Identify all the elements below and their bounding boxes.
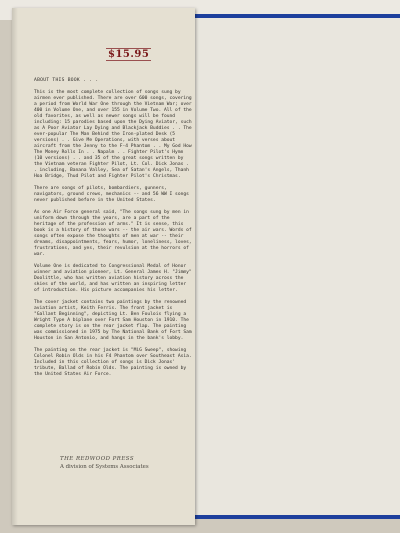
paragraph-rear-jacket: The painting on the rear jacket is "MiG Sweep", showing Colonel Robin Olds in his F4 Phantom over Southeast Asia. Included in this collection of songs is Dick Jonas' tribute, Ballad of Robin Olds. The painting is owned by the United States Air Force. [34, 348, 192, 377]
publisher-press: THE REDWOOD PRESS [60, 456, 135, 462]
book-cover [183, 14, 400, 519]
paragraph-cover-jacket: The cover jacket contains two paintings by the renowned aviation artist, Keith Ferris. The front jacket is "Gallant Beginning", depicting Lt. Ben Foulois flying a Wright Type A biplane over Fort Sam Houston in 1910. The complete story is on the rear jacket flap. The painting was commissioned in 1975 by The National Bank of Fort Sam Houston in San Antonio, and hangs in the bank's lobby. [34, 300, 192, 341]
publisher-division: A division of Systems Associates [60, 464, 149, 470]
publisher-block [60, 455, 170, 471]
paragraph-intro: This is the most complete collection of songs sung by airmen ever published. There are over 600 songs, covering a period from World War One through the Vietnam War; over 400 in Volume One, and over 155 in Volume Two. All of the old favorites, as well as newer songs will be found including: 15 parodies based upon the Dying Aviator, such as A Poor Aviator Lay Dying and Blackjack Buddies . . The ever-popular The Man Behind the Iron-plated Desk (5 versions) . . Give Me Operations, with verses about aircraft from the Jenny to the F-4 Phantom . . My God How The Money Rolls In . . Napalm . . Fighter Pilot's Hymn (10 versions) . . and 35 of the great songs written by the Vietnam veteran Fighter Pilot, Lt. Col. Dick Jonas . . including, Banana Valley, Sea of Satan's Angels, Thanh Hoa Bridge, Thud Pilot and Fighter Pilot's Christmas. [34, 90, 192, 179]
paragraph-heritage: As one Air Force general said, "The songs sung by men in uniform down through the years, are a part of the heritage of the profession of arms." It is sense, this book is a history of those wars -- the air wars. Words of songs often expose the thoughts of men at war -- their dreams, disappointments, fears, humor, loneliness, loves, frustrations, and yes, their revulsion at the horrors of war. [34, 210, 192, 257]
dust-jacket-flap [12, 8, 195, 525]
paragraph-dedication: Volume One is dedicated to Congressional Medal of Honor winner and aviation pioneer, Lt. General James H. "Jimmy" Doolittle, who has written aviation history across the skies of the world, and has written an inspiring letter of introduction. His picture accompanies his letter. [34, 264, 192, 293]
flap-heading: ABOUT THIS BOOK . . . [34, 78, 99, 83]
flap-text [34, 78, 194, 384]
paragraph-songs: There are songs of pilots, bombardiers, gunners, navigators, ground crews, mechanics -- and 56 WW I songs never published before in the United States. [34, 186, 189, 203]
price-tag: $15.95 [108, 49, 150, 60]
